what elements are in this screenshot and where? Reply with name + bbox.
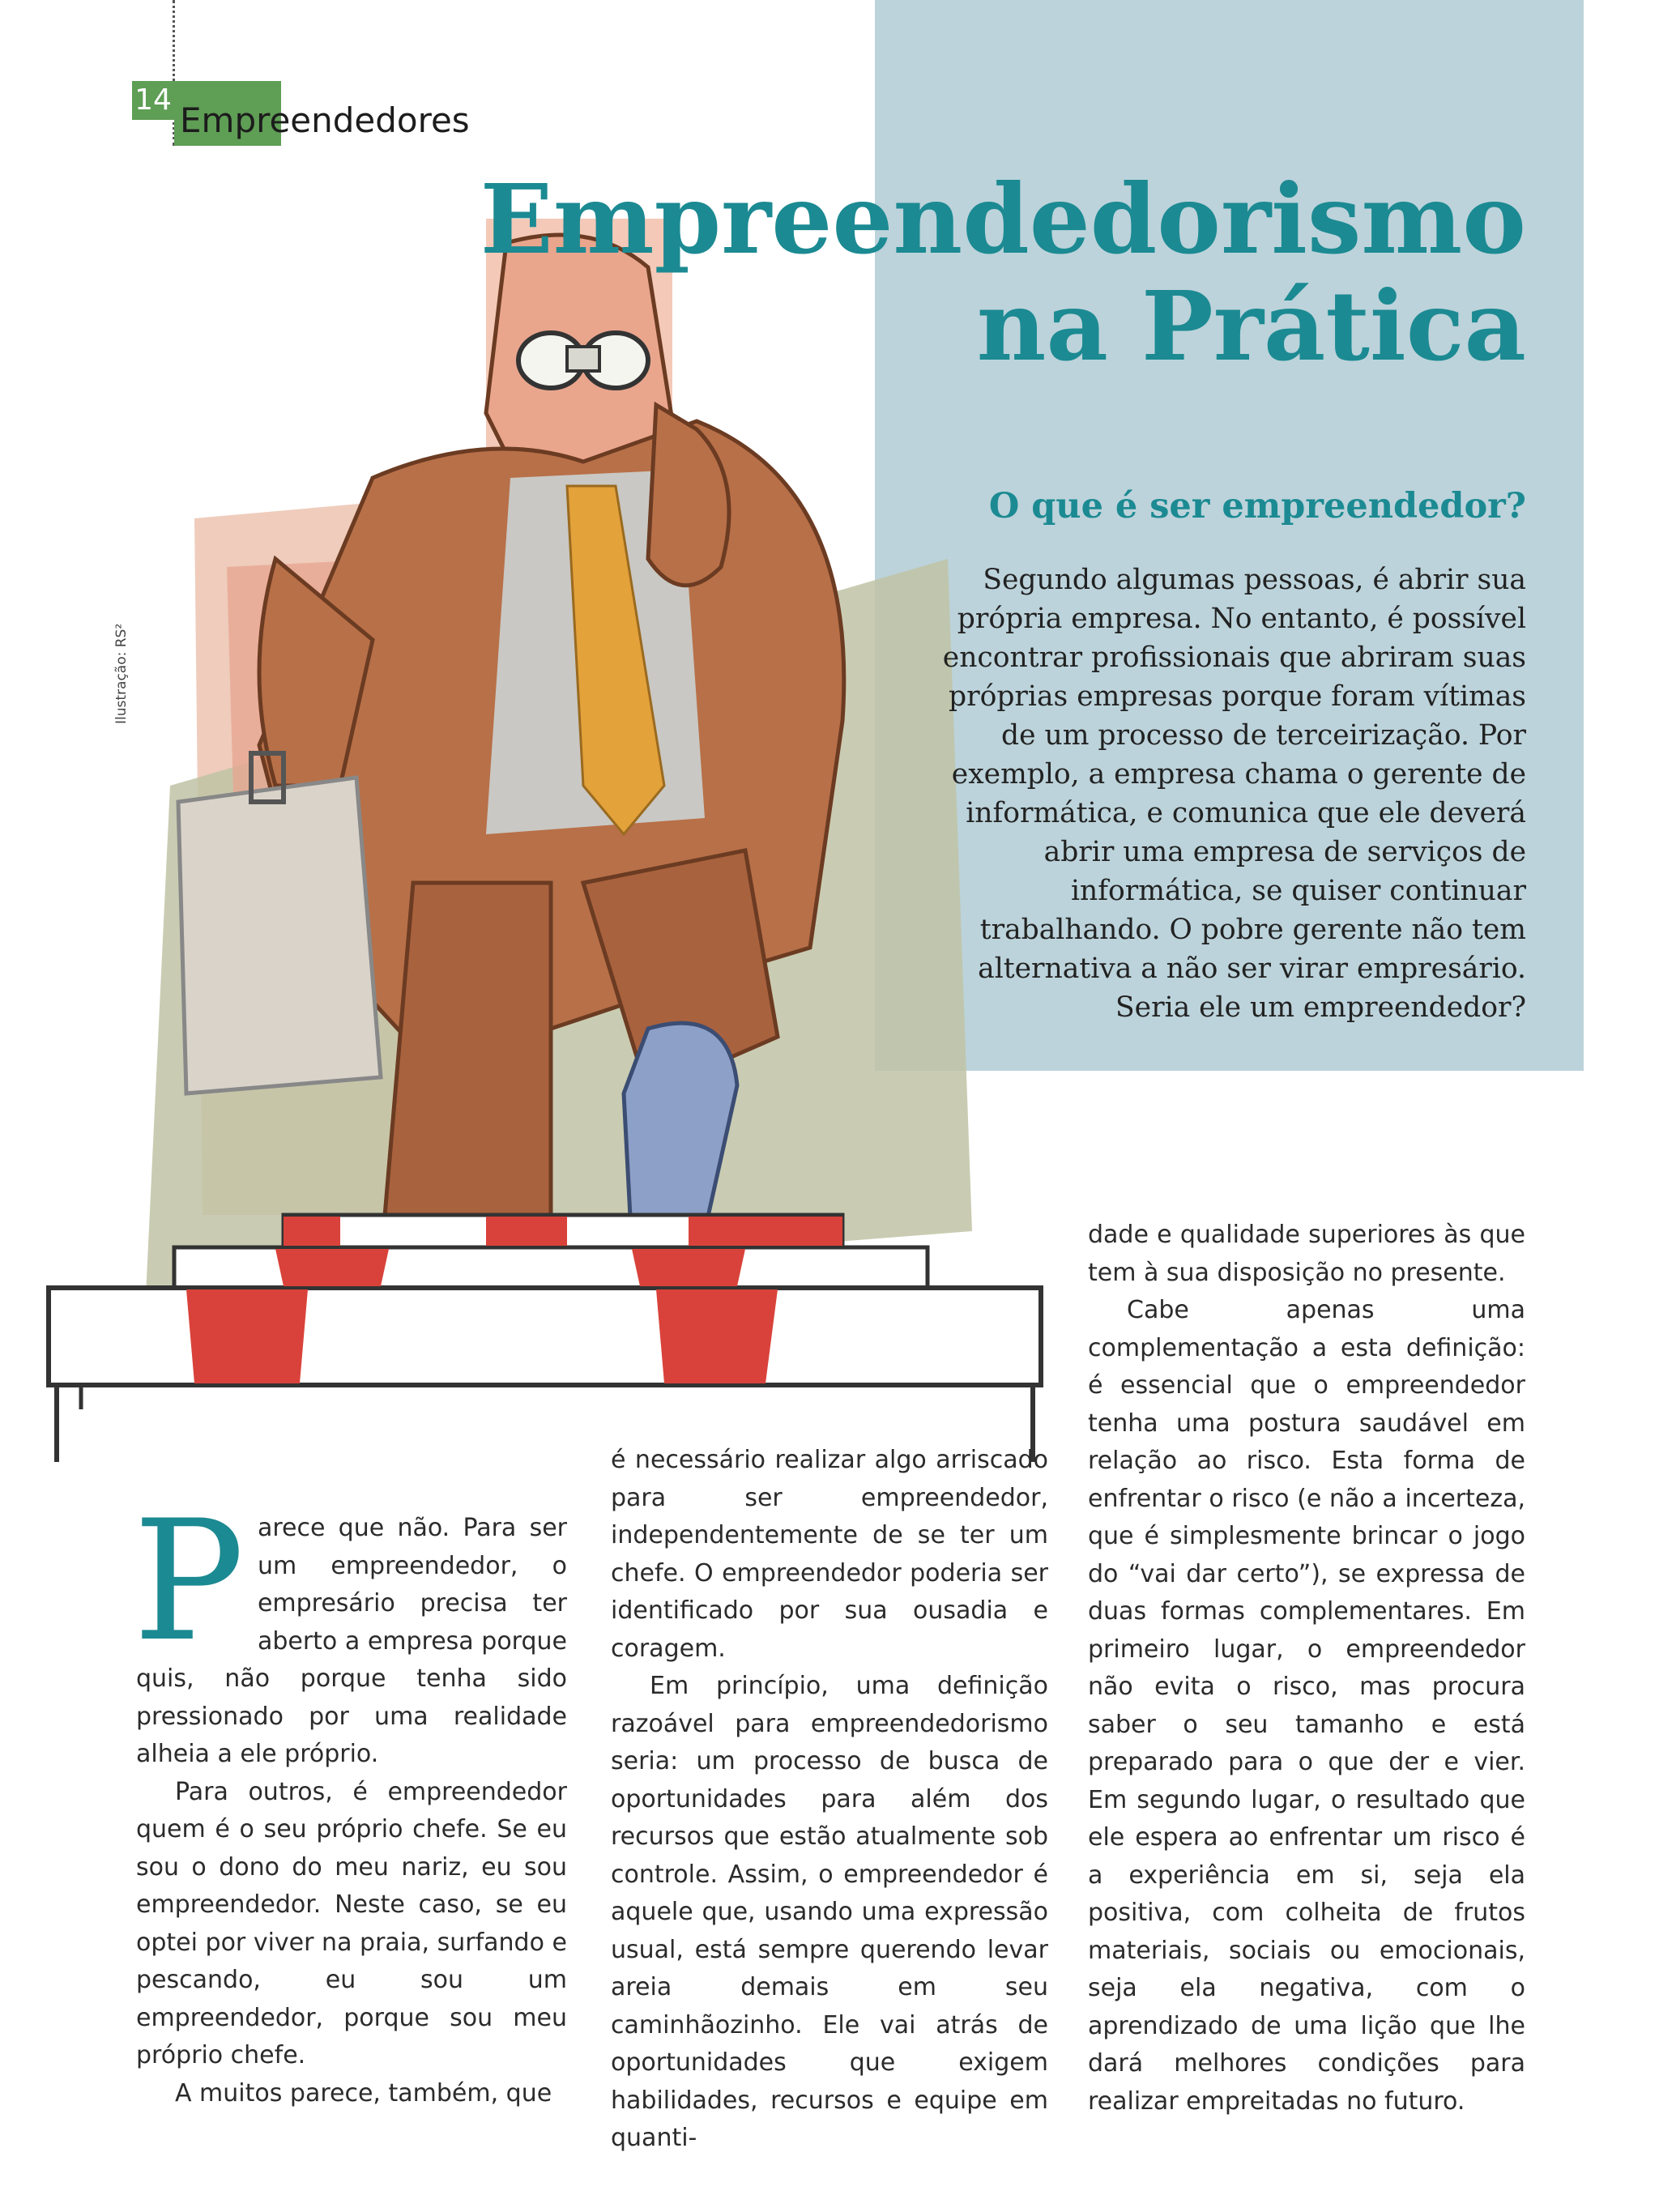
body-column-1 <box>133 1485 567 2112</box>
col1-paragraph-1: arece que não. Para ser um empreendedor, o empresário precisa ter aberto a empresa porque quis, não porque tenha sido pressionado por uma realidade alheia a ele próprio. <box>136 1514 567 1768</box>
intro-text <box>927 560 1526 1027</box>
body-column-2 <box>611 1442 1048 2158</box>
col2-paragraph-2: Em princípio, uma definição razoável para empreendedorismo seria: um processo de busca de oportunidades para além dos recursos que estão atualmente sob controle. Assim, o empreendedor é aquele que, usando uma expressão usual, está sempre querendo levar areia demais em seu caminhãozinho. Ele vai atrás de oportunidades que exigem habilidades, recursos e equipe em quanti- <box>611 1672 1048 2152</box>
section-label: Empreendedores <box>180 100 470 140</box>
article-subtitle: O que é ser empreendedor? <box>988 486 1526 526</box>
body-column-3 <box>1088 1217 1525 2120</box>
businessman-hurdle-illustration <box>32 219 1069 1466</box>
col3-paragraph-1: dade e qualidade superiores às que tem à sua disposição no presente. <box>1088 1221 1525 1287</box>
col3-paragraph-2: Cabe apenas uma complementação a esta definição: é essencial que o empreendedor tenha uma postura saudável em relação ao risco. Esta forma de enfrentar o risco (e não a incerteza, que é simplesmente brincar o jogo do “vai dar certo”), se expressa de duas formas complementares. Em primeiro lugar, o empreendedor não evita o risco, mas procura saber o seu tamanho e está preparado para o que der e vier. Em segundo lugar, o resultado que ele espera ao enfrentar um risco é a experiência em si, seja ela positiva, com colheita de frutos materiais, sociais ou emocionais, seja ela negativa, com o aprendizado de uma lição que lhe dará melhores condições para realizar empreitadas no futuro. <box>1088 1296 1525 2116</box>
title-line-1: Empreendedorismo <box>480 163 1526 275</box>
col2-paragraph-1: é necessário realizar algo arriscado para ser empreendedor, independentemente de se ter um chefe. O empreendedor poderia ser identificado por sua ousadia e coragem. <box>611 1446 1048 1663</box>
page-number: 14 <box>132 81 174 120</box>
drop-cap: P <box>133 1485 245 1678</box>
illustration-credit: Ilustração: RS² <box>113 623 130 724</box>
intro-paragraph: Segundo algumas pessoas, é abrir sua própria empresa. No entanto, é possível encontrar profissionais que abriram suas próprias empresas porque foram vítimas de um processo de terceirização. Por exemplo, a empresa chama o gerente de informática, e comunica que ele deverá abrir uma empresa de serviços de informática, se quiser continuar trabalhando. O pobre gerente não tem alternativa a não ser virar empresário. Seria ele um empreendedor? <box>942 564 1526 1024</box>
article-title <box>480 163 1526 383</box>
body-paragraph <box>133 1485 567 1774</box>
title-line-2: na Prática <box>976 270 1526 383</box>
col1-paragraph-3: A muitos parece, também, que <box>175 2078 552 2108</box>
col1-paragraph-2: Para outros, é empreendedor quem é o seu próprio chefe. Se eu sou o dono do meu nariz, eu sou empreendedor. Neste caso, se eu optei por viver na praia, surfando e pescando, eu sou um empreendedor, porque sou meu próprio chefe. <box>136 1777 567 2069</box>
